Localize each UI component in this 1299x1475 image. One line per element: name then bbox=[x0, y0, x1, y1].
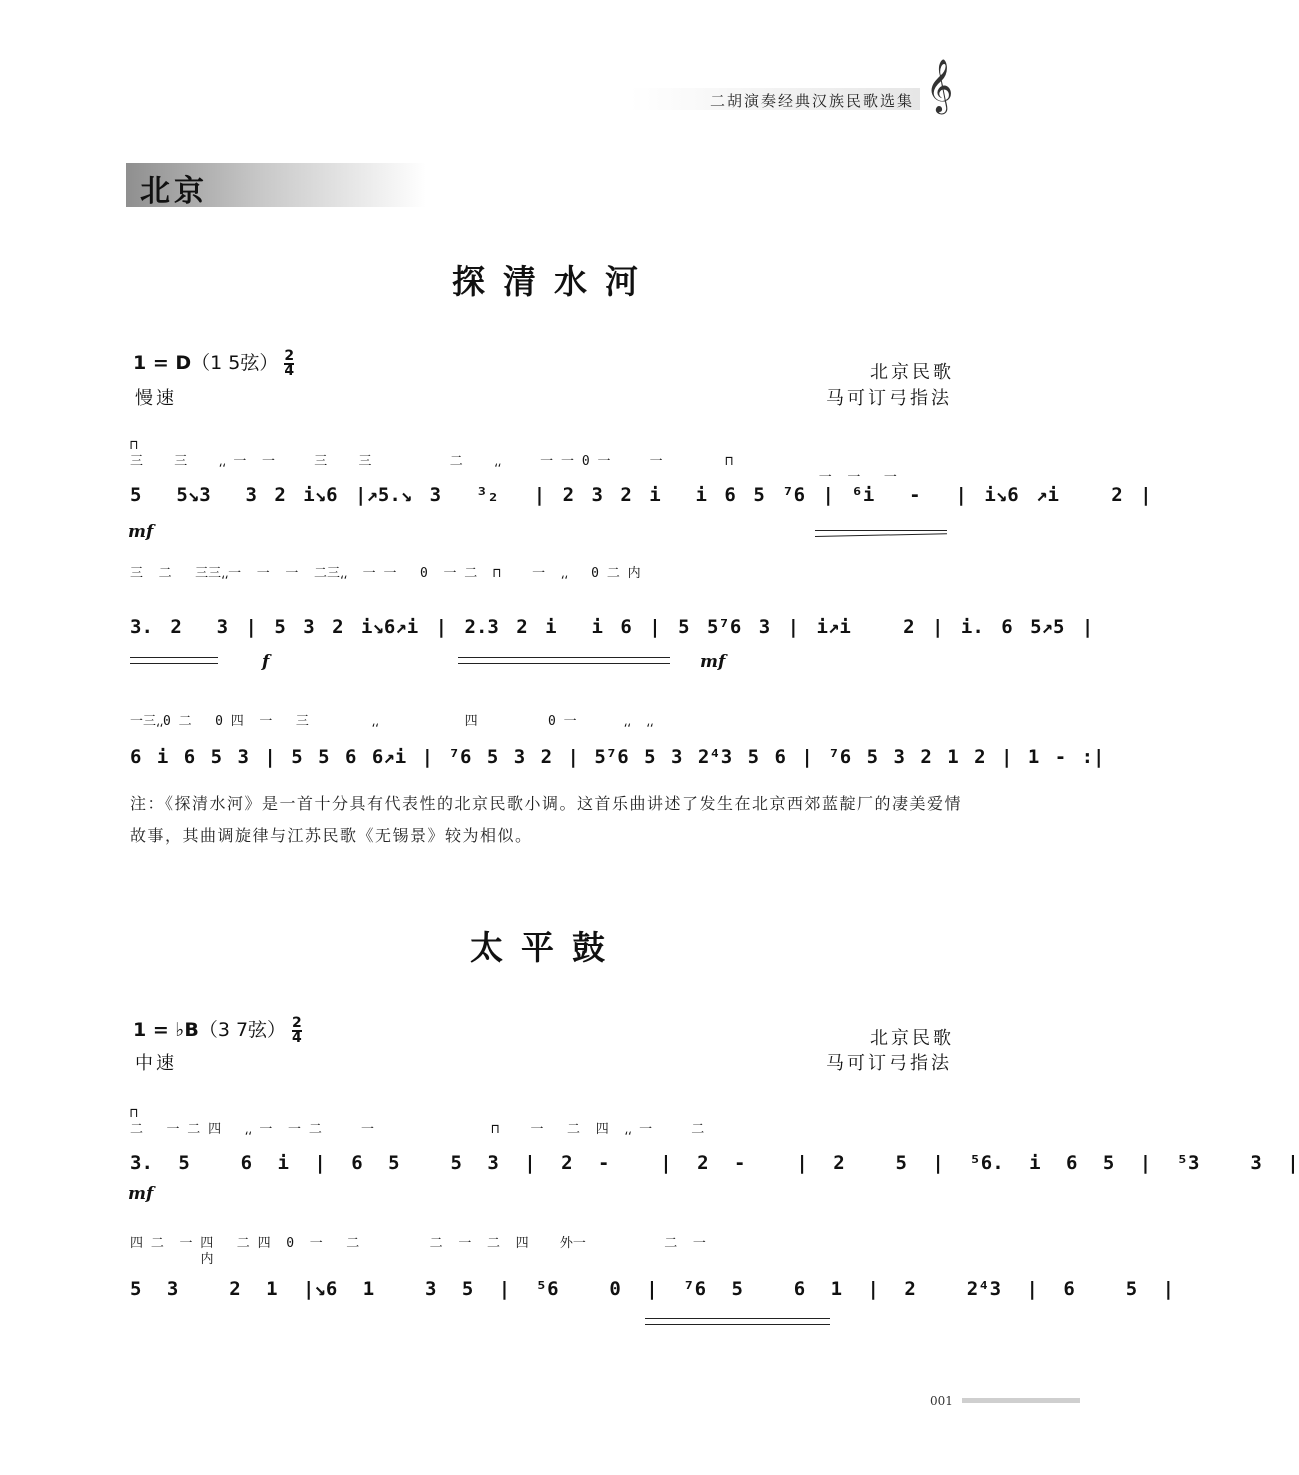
dynamic-marking: mf bbox=[700, 652, 726, 672]
crescendo-hairpin bbox=[645, 1318, 830, 1319]
music-line bbox=[130, 1106, 1299, 1174]
song-origin: 北京民歌 bbox=[870, 1028, 954, 1049]
music-line bbox=[130, 696, 1105, 768]
key-label: 1 = D bbox=[133, 352, 192, 374]
time-signature bbox=[284, 347, 295, 379]
bowing-fingering-marks: 四 二 一 四 二 四 0 一 二 二 一 二 四 外一 二 一 内 bbox=[130, 1236, 706, 1267]
page-rule bbox=[962, 1398, 1080, 1403]
crescendo-hairpin bbox=[458, 663, 670, 664]
bowing-fingering-marks: ⊓ 二 一 二 四 ⸲⸲ 一 一 二 一 ⊓ 一 二 四 ⸲⸲ 一 二 bbox=[130, 1106, 705, 1137]
tempo-marking: 慢速 bbox=[135, 388, 177, 409]
bowing-fingering-marks: 三 二 三三⸲⸲一 一 一 二三⸲⸲ 一 一 0 一 二 ⊓ 一 ⸲⸲ 0 二 内 bbox=[130, 566, 641, 581]
crescendo-hairpin bbox=[645, 1324, 830, 1325]
jianpu-notes: 5 3 2 1 |↘6 1 3 5 | ⁵6 0 | ⁷6 5 6 1 | 2 2⁴3 | 6 5 | bbox=[130, 1278, 1175, 1300]
tempo-marking: 中速 bbox=[135, 1053, 177, 1074]
jianpu-notes: 3. 2 3 | 5 3 2 i↘6↗i | 2.3 2 i i 6 | 5 5⁷6 3 | i↗i 2 | i. 6 5↗5 | bbox=[130, 616, 1094, 638]
music-line bbox=[130, 1228, 1175, 1300]
crescendo-hairpin bbox=[458, 657, 670, 658]
decrescendo-hairpin bbox=[815, 533, 947, 537]
crescendo-hairpin bbox=[130, 663, 218, 664]
key-signature bbox=[133, 348, 294, 378]
music-line bbox=[130, 566, 1094, 638]
string-tuning: （3 7弦） bbox=[198, 1019, 287, 1041]
dynamic-marking: mf bbox=[128, 522, 154, 542]
song-title: 探清水河 bbox=[452, 262, 656, 301]
music-line bbox=[130, 438, 1152, 506]
dynamic-marking: mf bbox=[128, 1184, 154, 1204]
song-note: 注：《探清水河》是一首十分具有代表性的北京民歌小调。这首乐曲讲述了发生在北京西郊蓝靛厂的凄美爱情故事，其曲调旋律与江苏民歌《无锡景》较为相似。 bbox=[130, 794, 963, 845]
jianpu-notes: 3. 5 6 i | 6 5 5 3 | 2 - | 2 - | 2 5 | ⁵6. i 6 5 | ⁵3 3 | bbox=[130, 1152, 1299, 1174]
bowing-fingering-marks: 一三⸲⸲0 二 0 四 一 三 ⸲⸲ 四 0 一 ⸲⸲ ⸲⸲ bbox=[130, 714, 654, 729]
decrescendo-hairpin bbox=[815, 530, 947, 531]
time-signature bbox=[292, 1014, 302, 1046]
fingering-credit: 马可订弓指法 bbox=[826, 1053, 952, 1074]
key-label: 1 = ♭B bbox=[133, 1019, 199, 1041]
string-tuning: （1 5弦） bbox=[191, 352, 279, 374]
fingering-credit: 马可订弓指法 bbox=[826, 388, 952, 409]
section-label: 北京 bbox=[140, 174, 208, 209]
meter-top: 2 bbox=[292, 1014, 302, 1031]
meter-top: 2 bbox=[284, 347, 295, 364]
treble-clef-icon: 𝄞 bbox=[926, 58, 954, 112]
running-header bbox=[630, 88, 920, 110]
jianpu-notes: 5 5↘3 3 2 i↘6 |↗5.↘ 3 ³₂ | 2 3 2 i i 6 5 ⁷6 | ⁶i - | i↘6 ↗i 2 | bbox=[130, 484, 1152, 506]
jianpu-notes: 6 i 6 5 3 | 5 5 6 6↗i | ⁷6 5 3 2 | 5⁷6 5 3 2⁴3 5 6 | ⁷6 5 3 2 1 2 | 1 - :| bbox=[130, 746, 1105, 768]
key-signature bbox=[133, 1015, 302, 1045]
song-origin: 北京民歌 bbox=[870, 362, 954, 383]
section-label-bar bbox=[126, 163, 426, 207]
crescendo-hairpin bbox=[130, 657, 218, 658]
meter-bottom: 4 bbox=[292, 1029, 302, 1046]
bowing-fingering-marks: ⊓ 三 三 ⸲⸲ 一 一 三 三 二 ⸲⸲ 一 一 0 一 一 ⊓ 一 一 一 bbox=[130, 438, 897, 485]
dynamic-marking: f bbox=[262, 652, 270, 672]
page-number: 001 bbox=[930, 1394, 953, 1408]
meter-bottom: 4 bbox=[284, 362, 295, 379]
running-header-title: 二胡演奏经典汉族民歌选集 bbox=[709, 92, 914, 110]
song-title: 太平鼓 bbox=[470, 928, 623, 967]
